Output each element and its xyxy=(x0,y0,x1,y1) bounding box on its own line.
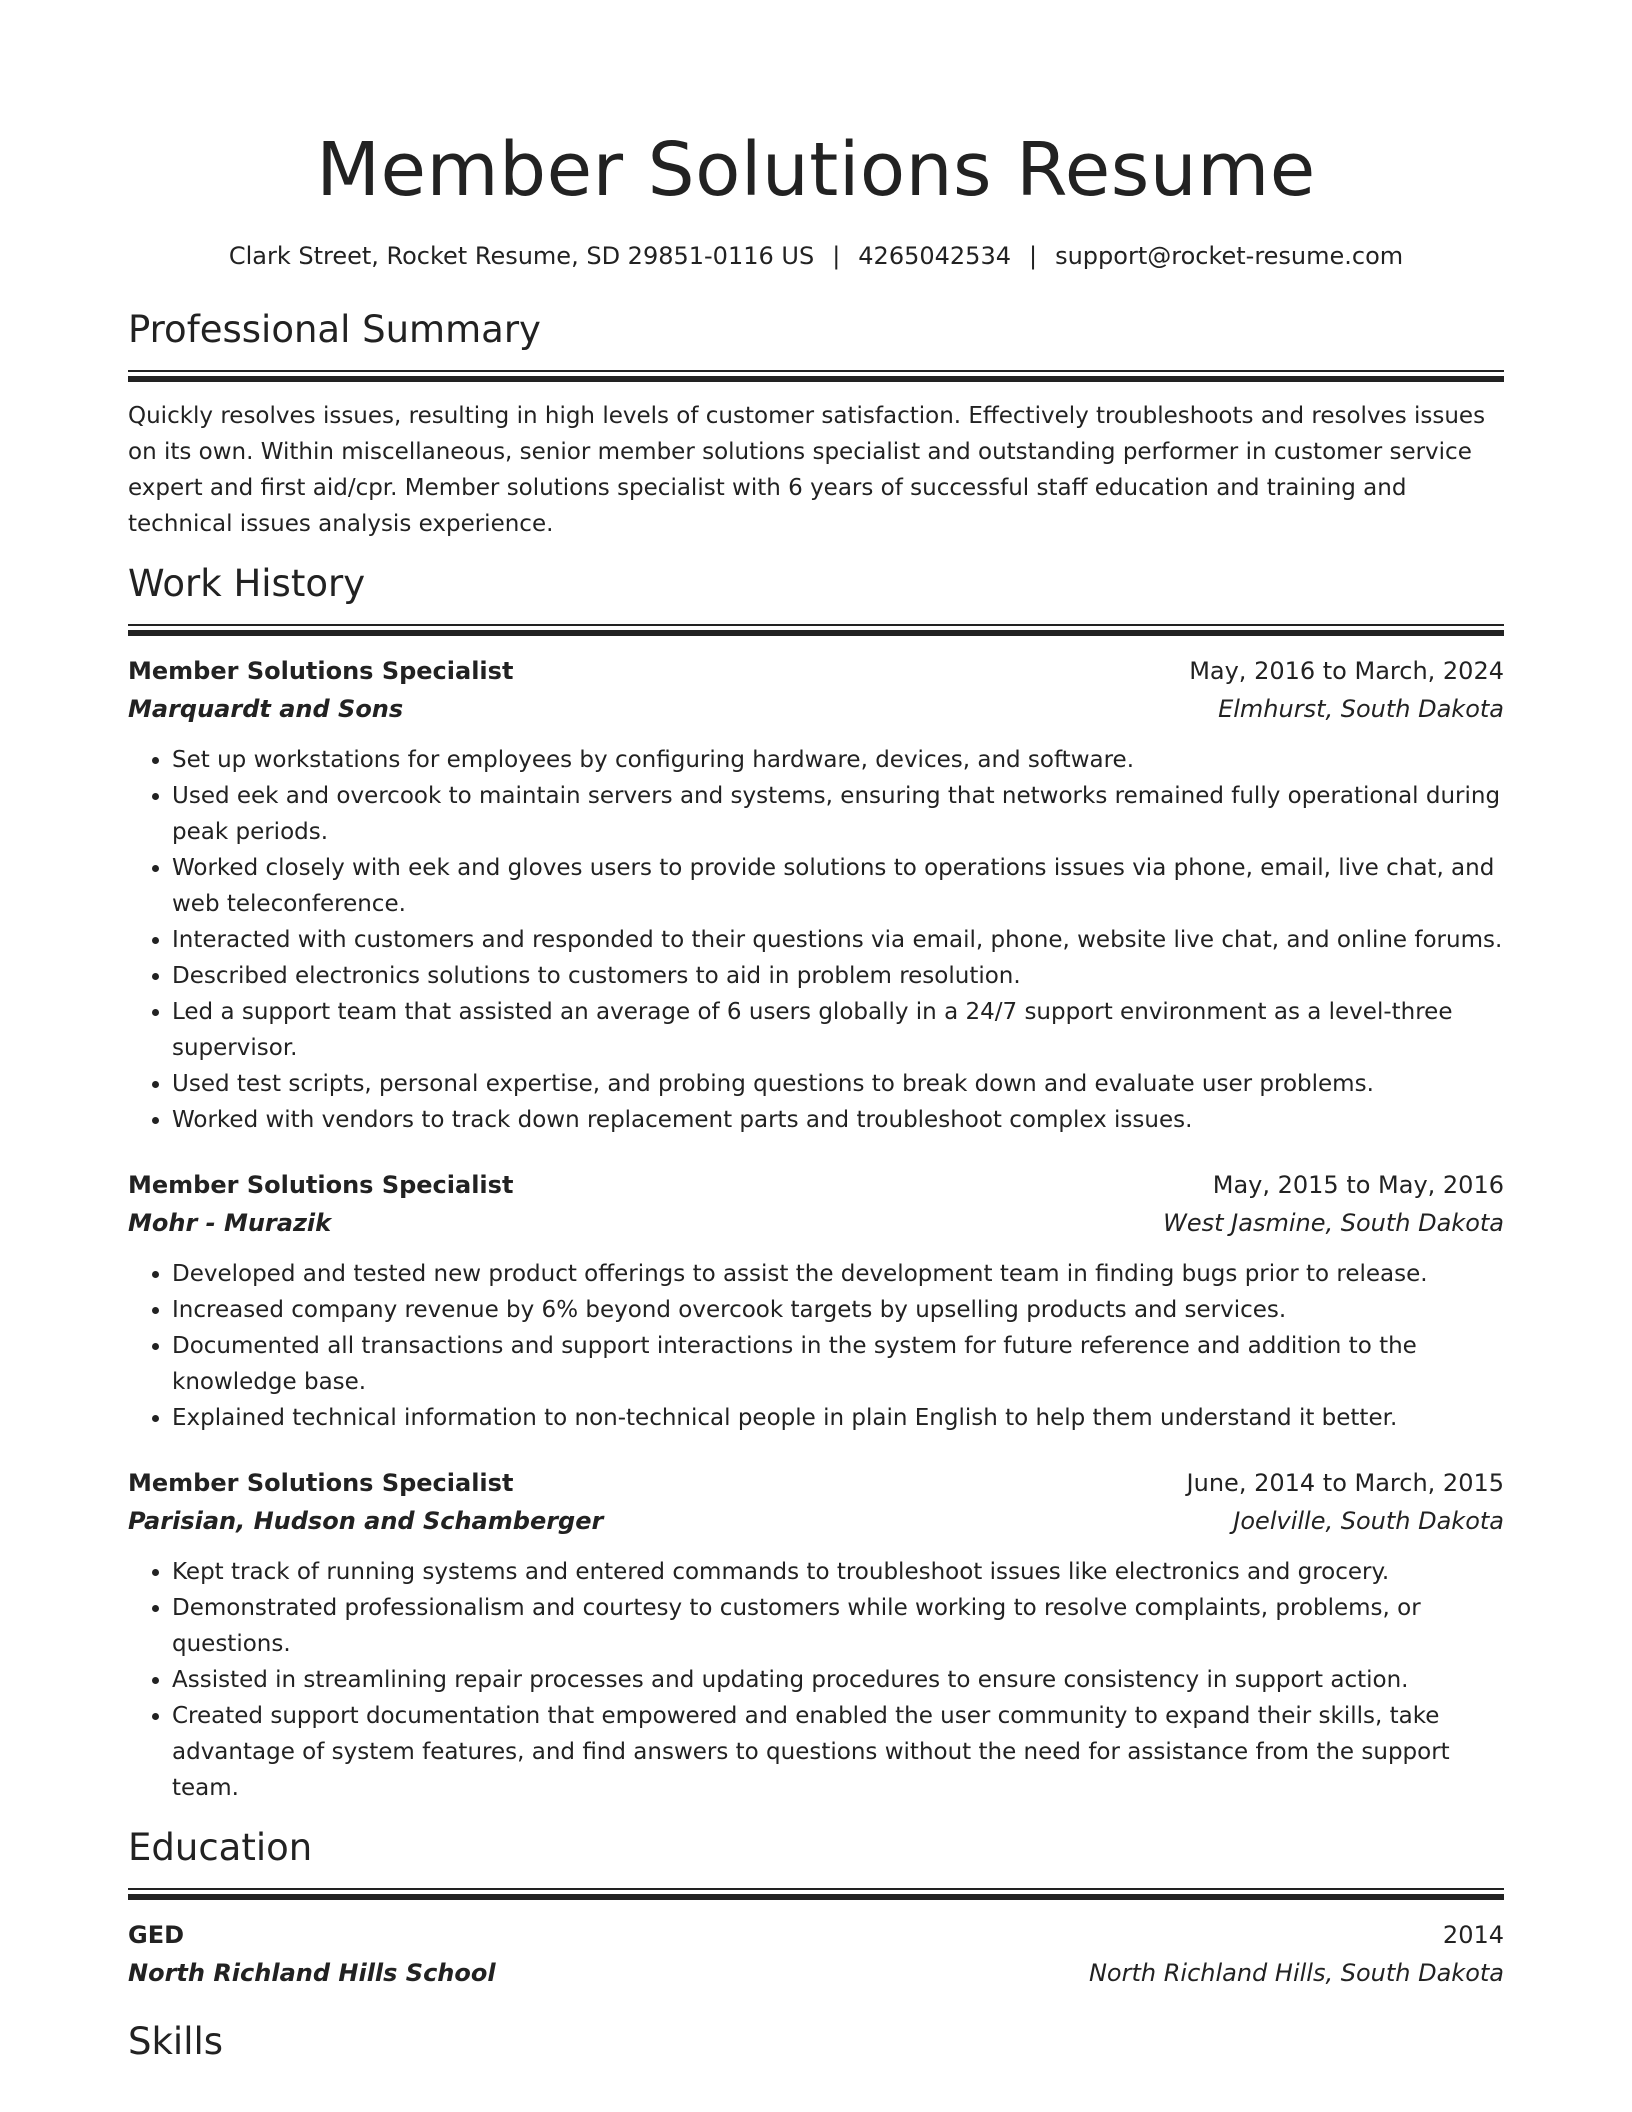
job-header xyxy=(128,652,1504,690)
job-header xyxy=(128,1166,1504,1204)
list-item: • Kept track of running systems and entered commands to troubleshoot issues like electronics and grocery. xyxy=(172,1554,1504,1590)
section-divider xyxy=(128,1888,1504,1904)
list-item: • Described electronics solutions to customers to aid in problem resolution. xyxy=(172,958,1504,994)
list-item: • Increased company revenue by 6% beyond overcook targets by upselling products and services. xyxy=(172,1292,1504,1328)
section-title-education: Education xyxy=(128,1826,313,1869)
education-header xyxy=(128,1916,1504,1954)
education-section xyxy=(128,1824,1504,1992)
education-degree: GED xyxy=(128,1921,185,1949)
job-bullets xyxy=(128,742,1504,1138)
job-subheader xyxy=(128,1502,1504,1540)
list-item: • Worked closely with eek and gloves users to provide solutions to operations issues via phone, email, live chat, and web teleconference. xyxy=(172,850,1504,922)
contact-email: support@rocket-resume.com xyxy=(1055,242,1404,270)
job-bullets xyxy=(128,1256,1504,1436)
contact-separator: | xyxy=(1028,242,1038,270)
job-subheader xyxy=(128,1204,1504,1242)
list-item: • Assisted in streamlining repair processes and updating procedures to ensure consistency in support action. xyxy=(172,1662,1504,1698)
list-item: • Demonstrated professionalism and courtesy to customers while working to resolve complaints, problems, or questions. xyxy=(172,1590,1504,1662)
job-bullets xyxy=(128,1554,1504,1806)
contact-separator: | xyxy=(832,242,841,270)
job-location: West Jasmine, South Dakota xyxy=(1163,1209,1504,1237)
job-dates: June, 2014 to March, 2015 xyxy=(1186,1469,1504,1497)
job-dates: May, 2016 to March, 2024 xyxy=(1189,657,1504,685)
job-company: Mohr - Murazik xyxy=(128,1209,332,1237)
job-title: Member Solutions Specialist xyxy=(128,657,514,685)
section-title-skills: Skills xyxy=(128,2020,224,2063)
job-entry xyxy=(128,1166,1504,1436)
work-history-section xyxy=(128,560,1504,1806)
list-item: • Led a support team that assisted an average of 6 users globally in a 24/7 support environment as a level-three supervisor. xyxy=(172,994,1504,1066)
education-entry xyxy=(128,1916,1504,1992)
list-item: • Documented all transactions and support interactions in the system for future reference and addition to the knowledge base. xyxy=(172,1328,1504,1400)
summary-section xyxy=(128,306,1504,542)
list-item: • Developed and tested new product offerings to assist the development team in finding bugs prior to release. xyxy=(172,1256,1504,1292)
section-divider xyxy=(128,624,1504,640)
skills-section xyxy=(128,2018,1504,2066)
job-location: Elmhurst, South Dakota xyxy=(1218,695,1504,723)
job-title: Member Solutions Specialist xyxy=(128,1469,514,1497)
contact-line xyxy=(128,240,1504,272)
list-item: • Used eek and overcook to maintain servers and systems, ensuring that networks remained fully operational during peak periods. xyxy=(172,778,1504,850)
section-title-work: Work History xyxy=(128,562,366,605)
job-subheader xyxy=(128,690,1504,728)
list-item: • Used test scripts, personal expertise, and probing questions to break down and evaluate user problems. xyxy=(172,1066,1504,1102)
job-title: Member Solutions Specialist xyxy=(128,1171,514,1199)
list-item: • Interacted with customers and responded to their questions via email, phone, website live chat, and online forums. xyxy=(172,922,1504,958)
education-location: North Richland Hills, South Dakota xyxy=(1088,1959,1504,1987)
list-item: • Created support documentation that empowered and enabled the user community to expand their skills, take advantage of system features, and find answers to questions without the need for assistance from the support team. xyxy=(172,1698,1504,1806)
job-entry xyxy=(128,652,1504,1138)
education-school: North Richland Hills School xyxy=(128,1959,496,1987)
job-company: Marquardt and Sons xyxy=(128,695,404,723)
section-title-summary: Professional Summary xyxy=(128,308,541,351)
job-entry xyxy=(128,1464,1504,1806)
list-item: • Worked with vendors to track down replacement parts and troubleshoot complex issues. xyxy=(172,1102,1504,1138)
resume-page xyxy=(128,0,1504,2066)
job-company: Parisian, Hudson and Schamberger xyxy=(128,1507,604,1535)
job-header xyxy=(128,1464,1504,1502)
summary-text: Quickly resolves issues, resulting in high levels of customer satisfaction. Effectively troubleshoots and resolves issues on its own. Within miscellaneous, senior member solutions specialist and outstanding performer in customer service expert and first aid/cpr. Member solutions specialist with 6 years of successful staff education and training and technical issues analysis experience. xyxy=(128,403,1486,537)
section-divider xyxy=(128,370,1504,386)
resume-name: Member Solutions Resume xyxy=(316,127,1316,213)
contact-phone: 4265042534 xyxy=(858,242,1011,270)
job-dates: May, 2015 to May, 2016 xyxy=(1212,1171,1504,1199)
education-year: 2014 xyxy=(1442,1921,1504,1949)
list-item: • Explained technical information to non-technical people in plain English to help them understand it better. xyxy=(172,1400,1504,1436)
list-item: • Set up workstations for employees by configuring hardware, devices, and software. xyxy=(172,742,1504,778)
job-location: Joelville, South Dakota xyxy=(1233,1507,1504,1535)
contact-address: Clark Street, Rocket Resume, SD 29851-0116 US xyxy=(228,242,815,270)
education-subheader xyxy=(128,1954,1504,1992)
